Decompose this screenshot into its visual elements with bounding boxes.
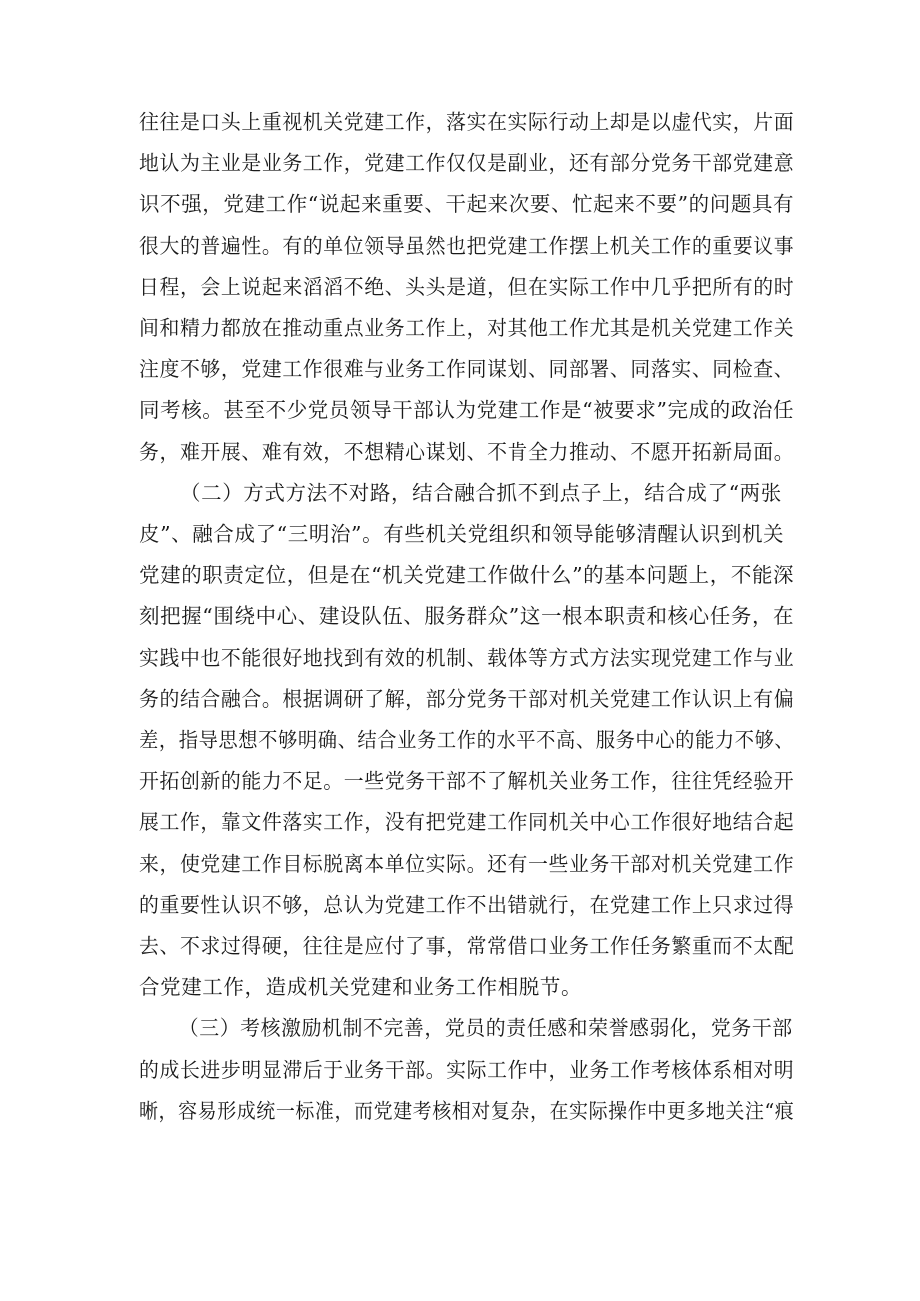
text-line: 开拓创新的能力不足。一些党务干部不了解机关业务工作，往往凭经验开 (139, 769, 795, 794)
text-line: 皮”、融合成了“三明治”。有些机关党组织和领导能够清醒认识到机关 (139, 522, 785, 547)
paragraph-1 (139, 102, 794, 473)
text-line: 同考核。甚至不少党员领导干部认为党建工作是“被要求”完成的政治任 (139, 398, 795, 423)
text-line: 识不强，党建工作“说起来重要、干起来次要、忙起来不要”的问题具有 (139, 192, 795, 217)
text-line: 去、不求过得硬，往往是应付了事，常常借口业务工作任务繁重而不太配 (139, 934, 795, 959)
text-line: 往往是口头上重视机关党建工作，落实在实际行动上却是以虚代实，片面 (139, 110, 795, 134)
paragraph-2-section-two (139, 473, 794, 1009)
text-line: 的成长进步明显滞后于业务干部。实际工作中，业务工作考核体系相对明 (139, 1057, 795, 1082)
text-line: 注度不够，党建工作很难与业务工作同谋划、同部署、同落实、同检查、 (139, 357, 795, 382)
text-line: 间和精力都放在推动重点业务工作上，对其他工作尤其是机关党建工作关 (139, 316, 795, 341)
text-line: 的重要性认识不够，总认为党建工作不出错就行，在党建工作上只求过得 (139, 892, 795, 917)
text-line-indented: （二）方式方法不对路，结合融合抓不到点子上，结合成了“两张 (180, 480, 782, 505)
text-line: 刻把握“围绕中心、建设队伍、服务群众”这一根本职责和核心任务，在 (139, 604, 795, 629)
text-line: 合党建工作，造成机关党建和业务工作相脱节。 (139, 975, 583, 1000)
text-line: 日程，会上说起来滔滔不绝、头头是道，但在实际工作中几乎把所有的时 (139, 274, 795, 299)
text-line: 差，指导思想不够明确、结合业务工作的水平不高、服务中心的能力不够、 (139, 728, 795, 753)
document-page (139, 102, 794, 1132)
text-line: 展工作，靠文件落实工作，没有把党建工作同机关中心工作很好地结合起 (139, 810, 795, 835)
text-line: 来，使党建工作目标脱离本单位实际。还有一些业务干部对机关党建工作 (139, 851, 795, 876)
text-line: 晰，容易形成统一标准，而党建考核相对复杂，在实际操作中更多地关注“痕 (139, 1098, 795, 1123)
text-line: 务，难开展、难有效，不想精心谋划、不肯全力推动、不愿开拓新局面。 (139, 439, 795, 464)
text-line: 党建的职责定位，但是在“机关党建工作做什么”的基本问题上，不能深 (139, 563, 795, 588)
paragraph-3-section-three (139, 1008, 794, 1132)
text-line: 地认为主业是业务工作，党建工作仅仅是副业，还有部分党务干部党建意 (139, 151, 795, 176)
text-line: 务的结合融合。根据调研了解，部分党务干部对机关党建工作认识上有偏 (139, 686, 795, 711)
text-line-indented: （三）考核激励机制不完善，党员的责任感和荣誉感弱化，党务干部 (178, 1016, 793, 1041)
text-line: 实践中也不能很好地找到有效的机制、载体等方式方法实现党建工作与业 (139, 645, 795, 670)
text-line: 很大的普遍性。有的单位领导虽然也把党建工作摆上机关工作的重要议事 (139, 233, 795, 258)
